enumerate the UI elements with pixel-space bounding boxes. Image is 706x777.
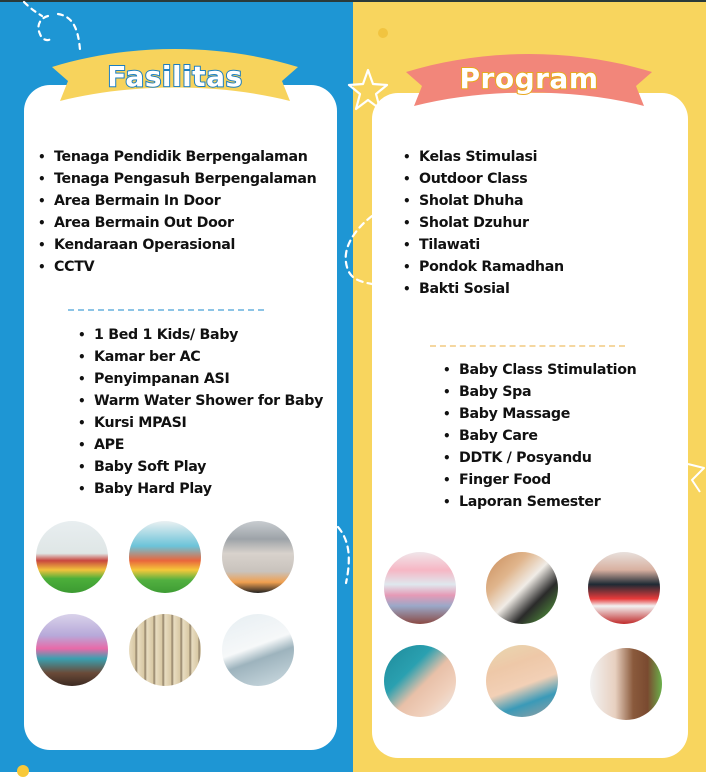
breastmilk-storage-photo xyxy=(129,614,201,686)
list-item: • Area Bermain Out Door xyxy=(38,212,316,234)
list-item: • Laporan Semester xyxy=(443,491,637,513)
list-item: • Baby Soft Play xyxy=(78,456,323,478)
list-item: • Baby Hard Play xyxy=(78,478,323,500)
list-item: • Tenaga Pengasuh Berpengalaman xyxy=(38,168,316,190)
fasilitas-divider xyxy=(68,309,264,311)
prayer-class-photo xyxy=(384,552,456,624)
dashed-arc-decoration-2 xyxy=(336,525,356,585)
list-item: • CCTV xyxy=(38,256,316,278)
list-item: • Tilawati xyxy=(403,234,564,256)
fasilitas-baby-list xyxy=(78,324,323,500)
baby-checkup-photo xyxy=(384,645,456,717)
list-item: • Bakti Sosial xyxy=(403,278,564,300)
list-item: • Kamar ber AC xyxy=(78,346,323,368)
star-icon-right xyxy=(686,460,706,496)
dot-decoration xyxy=(378,28,388,38)
list-item: • Pondok Ramadhan xyxy=(403,256,564,278)
baby-bouncer-photo xyxy=(36,614,108,686)
baby-smiling-photo xyxy=(486,645,558,717)
top-border xyxy=(0,0,706,2)
list-item: • Baby Class Stimulation xyxy=(443,359,637,381)
bed-mattress-photo xyxy=(222,521,294,593)
list-item: • Finger Food xyxy=(443,469,637,491)
list-item: • Tenaga Pendidik Berpengalaman xyxy=(38,146,316,168)
fasilitas-main-list xyxy=(38,146,316,278)
list-item: • Sholat Dhuha xyxy=(403,190,564,212)
dot-decoration-2 xyxy=(17,765,29,777)
fasilitas-ribbon xyxy=(50,45,300,117)
fasilitas-title: Fasilitas xyxy=(107,60,243,93)
list-item: • Warm Water Shower for Baby xyxy=(78,390,323,412)
teacher-session-photo xyxy=(588,552,660,624)
list-item: • Kelas Stimulasi xyxy=(403,146,564,168)
indoor-play-area-photo-2 xyxy=(129,521,201,593)
list-item: • Kursi MPASI xyxy=(78,412,323,434)
list-item: • 1 Bed 1 Kids/ Baby xyxy=(78,324,323,346)
list-item: • Baby Spa xyxy=(443,381,637,403)
list-item: • Sholat Dzuhur xyxy=(403,212,564,234)
list-item: • Kendaraan Operasional xyxy=(38,234,316,256)
list-item: • DDTK / Posyandu xyxy=(443,447,637,469)
air-conditioner-photo xyxy=(222,614,294,686)
list-item: • Outdoor Class xyxy=(403,168,564,190)
program-baby-list xyxy=(443,359,637,513)
program-title: Program xyxy=(459,62,599,95)
program-ribbon xyxy=(404,50,654,122)
list-item: • Penyimpanan ASI xyxy=(78,368,323,390)
child-reading-photo xyxy=(486,552,558,624)
list-item: • Area Bermain In Door xyxy=(38,190,316,212)
child-activity-photo xyxy=(590,648,662,720)
list-item: • Baby Care xyxy=(443,425,637,447)
program-main-list xyxy=(403,146,564,300)
program-divider xyxy=(430,345,625,347)
indoor-play-area-photo xyxy=(36,521,108,593)
list-item: • APE xyxy=(78,434,323,456)
list-item: • Baby Massage xyxy=(443,403,637,425)
